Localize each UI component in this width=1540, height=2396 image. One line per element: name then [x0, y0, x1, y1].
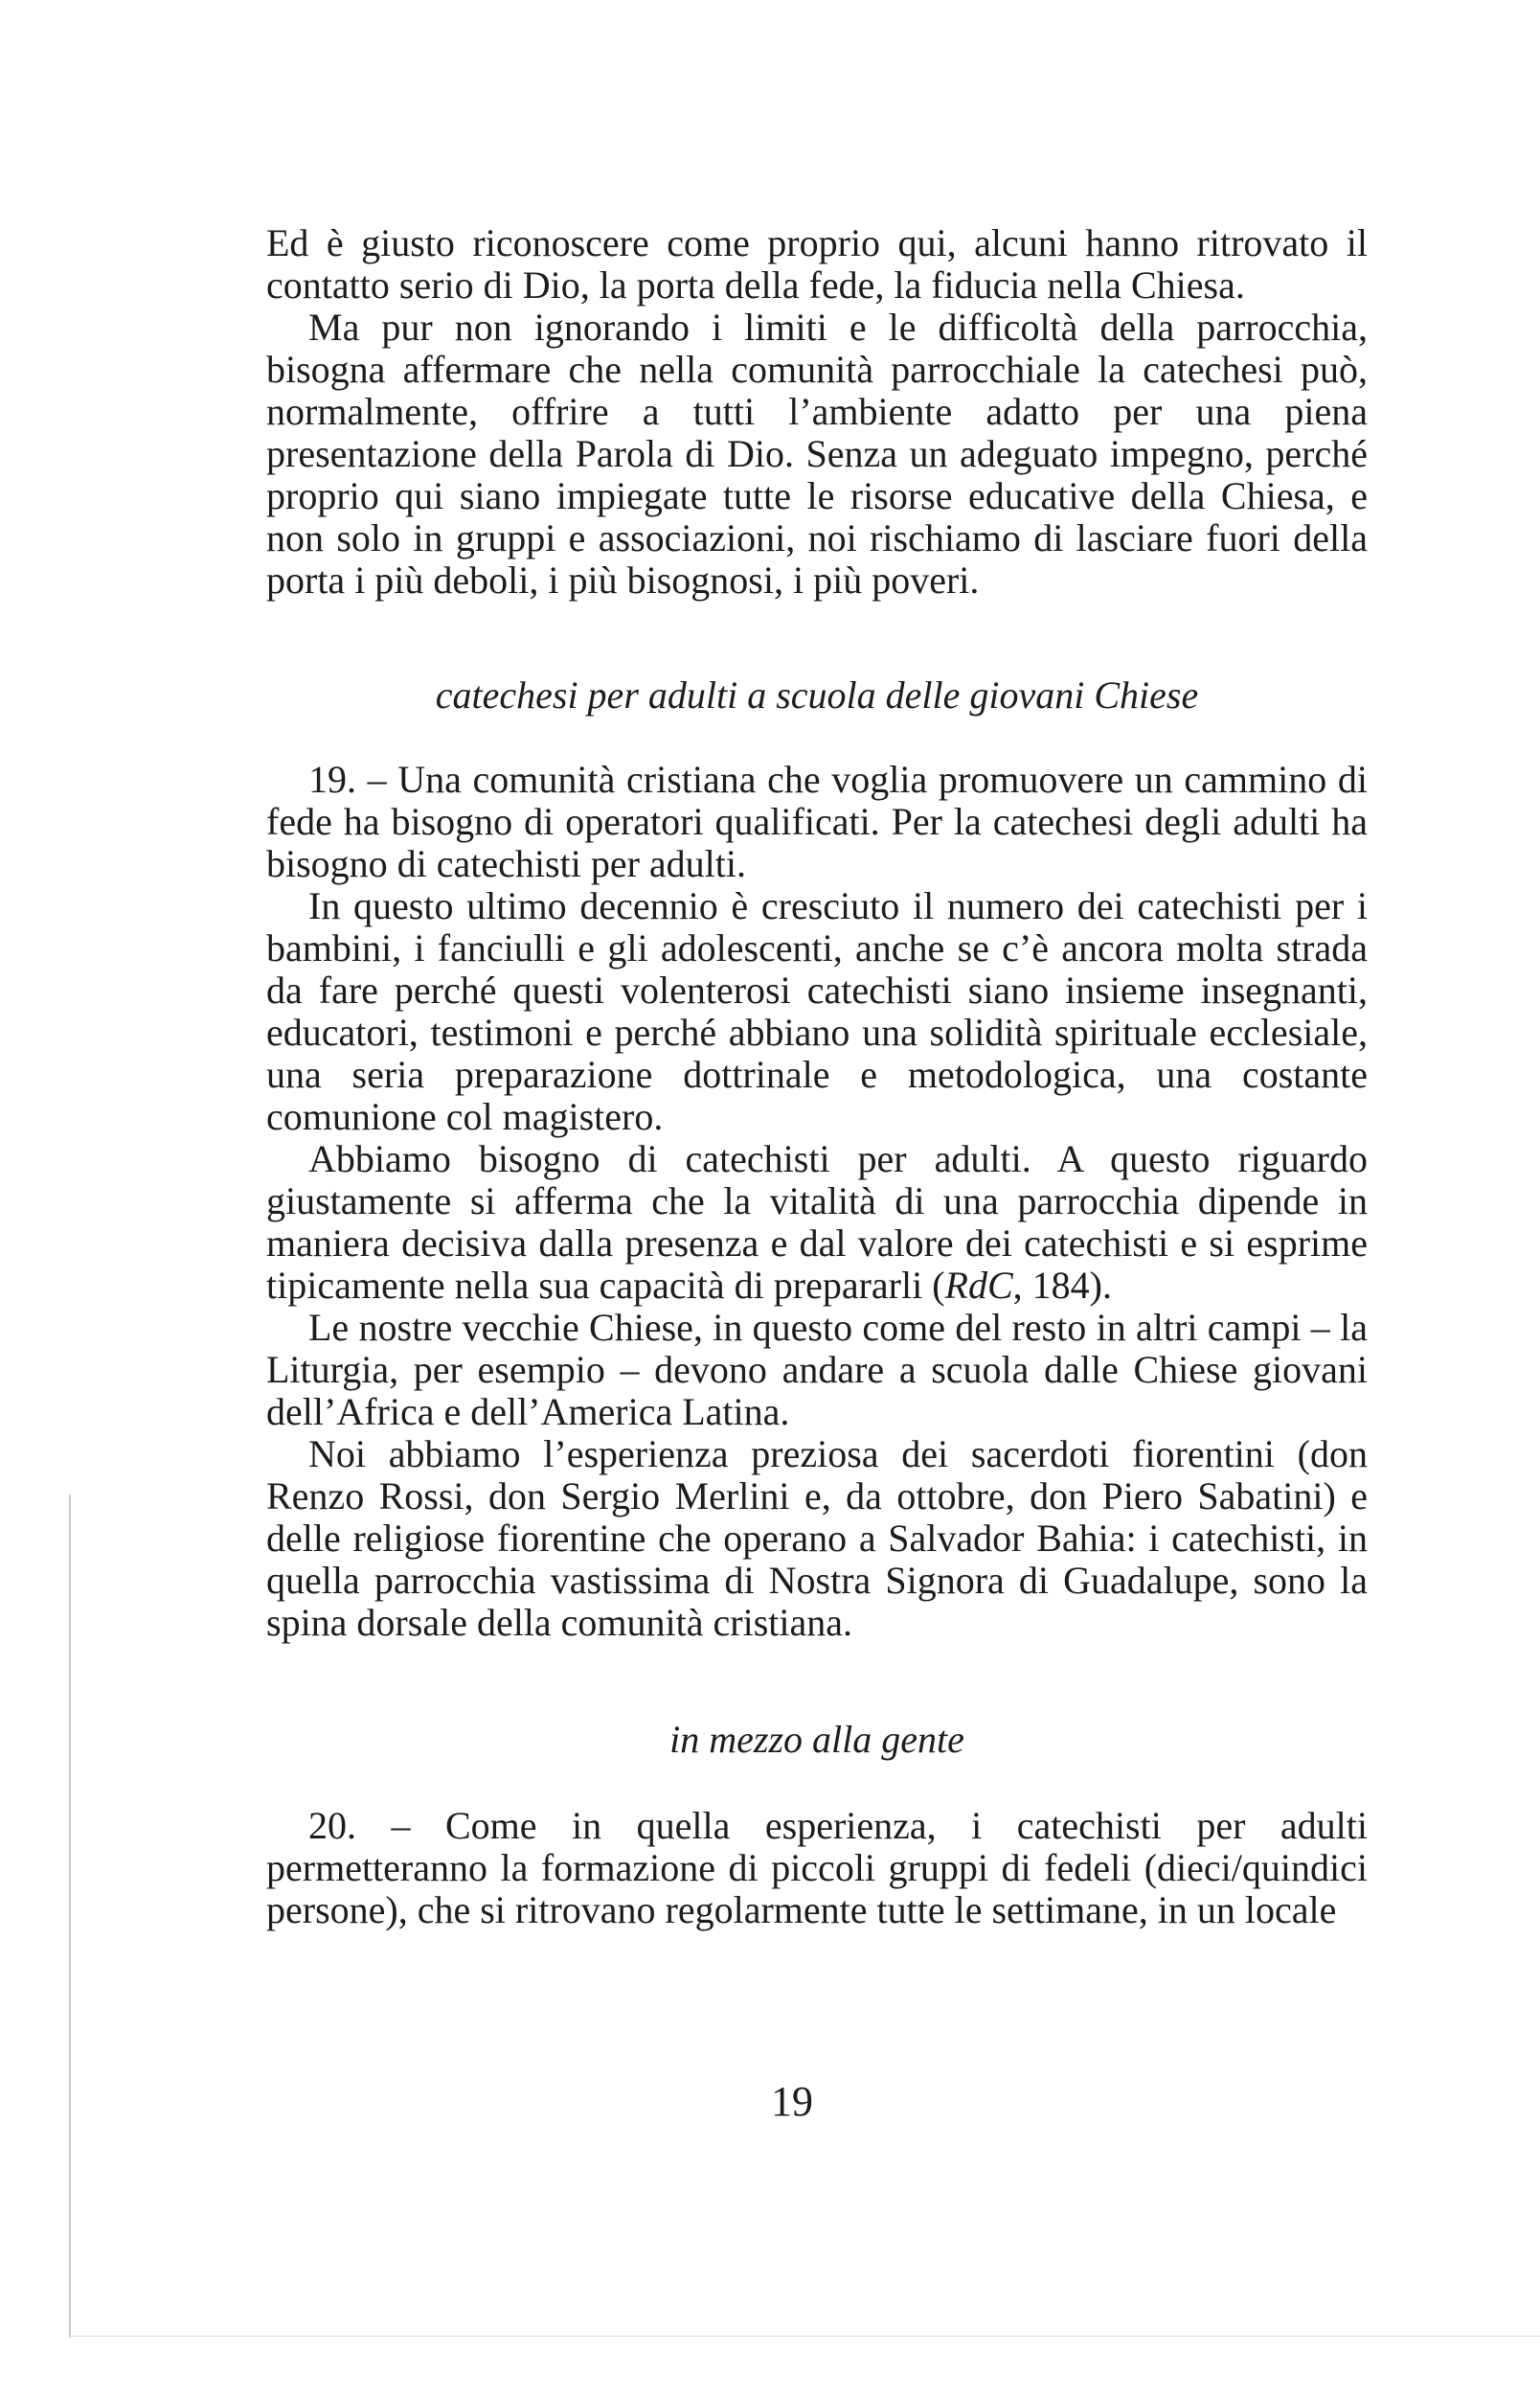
- paragraph-need-catechists-text: Abbiamo bisogno di catechisti per adulti. A questo riguardo giustamente si afferma che la vitalità di una parrocchia dipende in maniera decisiva dalla presenza e dal valore dei catechisti e si esprime tipicamente nella sua capacità di prepararli (: [266, 1137, 1368, 1307]
- paragraph-florentine-experience: Noi abbiamo l’esperienza preziosa dei sacerdoti fiorentini (don Renzo Rossi, don Sergio Merlini e, da ottobre, don Piero Sabatini) e delle religiose fiorentine che operano a Salvador Bahia: i catechisti, in quella parrocchia vastissima di Nostra Signora di Guadalupe, sono la spina dorsale della comunità cristiana.: [266, 1432, 1368, 1644]
- scan-edge-left: [69, 1495, 71, 2338]
- paragraph-need-catechists-end: , 184).: [1012, 1264, 1112, 1307]
- paragraph-intro: Ed è giusto riconoscere come proprio qui, alcuni hanno ritrovato il contatto serio di Dio, la porta della fede, la fiducia nella Chiesa.: [266, 221, 1368, 307]
- rdc-reference: RdC: [944, 1264, 1013, 1307]
- paragraph-20: 20. – Come in quella esperienza, i catechisti per adulti permetteranno la formazione di piccoli gruppi di fedeli (dieci/quindici persone), che si ritrovano regolarmente tutte le settimane, in un locale: [266, 1804, 1368, 1931]
- paragraph-old-churches: Le nostre vecchie Chiese, in questo come del resto in altri campi – la Liturgia, per esempio – devono andare a scuola dalle Chiese giovani dell’Africa e dell’America Latina.: [266, 1306, 1368, 1433]
- page-number: 19: [771, 2078, 813, 2125]
- paragraph-need-catechists: [266, 1138, 1368, 1307]
- page-text: [266, 222, 1368, 1931]
- section-heading-adult-catechesis: catechesi per adulti a scuola delle giovani Chiese: [435, 673, 1199, 717]
- paragraph-parish: Ma pur non ignorando i limiti e le difficoltà della parrocchia, bisogna affermare che nella comunità parrocchiale la catechesi può, normalmente, offrire a tutti l’ambiente adatto per una piena presentazione della Parola di Dio. Senza un adeguato impegno, perché proprio qui siano impiegate tutte le risorse educative della Chiesa, e non solo in gruppi e associazioni, noi rischiamo di lasciare fuori della porta i più deboli, i più bisognosi, i più poveri.: [266, 306, 1368, 602]
- paragraph-catechists-decade: In questo ultimo decennio è cresciuto il numero dei catechisti per i bambini, i fanciulli e gli adolescenti, anche se c’è ancora molta strada da fare perché questi volenterosi catechisti siano insieme insegnanti, educatori, testimoni e perché abbiano una solidità spirituale ecclesiale, una seria preparazione dottrinale e metodologica, una costante comunione col magistero.: [266, 884, 1368, 1138]
- paragraph-19: 19. – Una comunità cristiana che voglia promuovere un cammino di fede ha bisogno di operatori qualificati. Per la catechesi degli adulti ha bisogno di catechisti per adulti.: [266, 758, 1368, 885]
- section-heading-among-people: in mezzo alla gente: [669, 1718, 964, 1761]
- scan-edge-bottom: [69, 2336, 1540, 2337]
